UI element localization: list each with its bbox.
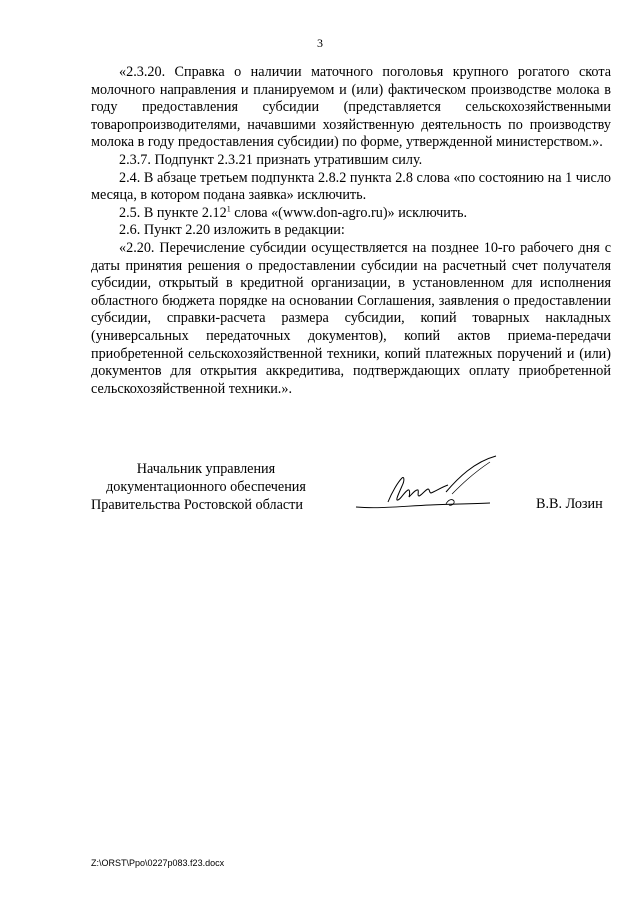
signatory-title-line-3: Правительства Ростовской области bbox=[91, 497, 303, 513]
paragraph-2-5-start: 2.5. В пункте 2.12 bbox=[119, 204, 227, 221]
paragraph-2-3-7: 2.3.7. Подпункт 2.3.21 признать утратившим силу. bbox=[119, 151, 423, 168]
paragraph-2-20: «2.20. Перечисление субсидии осуществляется на позднее 10-го рабочего дня с даты принятия решения о предоставлении субсидии на расчетный счет получателя субсидии, открытый в кредитной организации, в установленном для исполнения областного бюджета порядке на основании Соглашения, заявления о предоставлении субсидии, справки-расчета размера субсидии, копий товарных накладных (универсальных передаточных документов), копий актов приема-передачи приобретенной сельскохозяйственной техники, копий платежных поручений и (или) документов для открытия аккредитива, подтверждающих оплату приобретенной сельскохозяйственной техники.». bbox=[91, 239, 611, 397]
handwritten-signature bbox=[350, 452, 500, 522]
paragraph-2-3-20: «2.3.20. Справка о наличии маточного поголовья крупного рогатого скота молочного направления и планируемом и (или) фактическом производстве молока в году предоставления субсидии (представляется сельскохозяйственными товаропроизводителями, начавшими хозяйственную деятельность по производству молока в году предоставления субсидии) по форме, утвержденной министерством.». bbox=[91, 64, 611, 151]
paragraph-2-6: 2.6. Пункт 2.20 изложить в редакции: bbox=[119, 222, 345, 239]
paragraph-2-4: 2.4. В абзаце третьем подпункта 2.8.2 пункта 2.8 слова «по состоянию на 1 число месяца, в котором подана заявка» исключить. bbox=[91, 169, 611, 204]
signatory-title-line-1: Начальник управления bbox=[136, 461, 276, 477]
page-number: 3 bbox=[317, 36, 323, 50]
signatory-title-line-2: документационного обеспечения bbox=[106, 479, 306, 495]
paragraph-2-5 bbox=[91, 205, 611, 223]
superscript-1: 1 bbox=[226, 204, 231, 214]
signer-name: В.В. Лозин bbox=[536, 496, 603, 512]
signatory-title bbox=[91, 460, 321, 514]
paragraph-2-5-end: слова «(www.don-agro.ru)» исключить. bbox=[230, 204, 468, 221]
document-body bbox=[91, 64, 611, 398]
file-path: Z:\ORST\Ppo\0227p083.f23.docx bbox=[91, 858, 225, 868]
